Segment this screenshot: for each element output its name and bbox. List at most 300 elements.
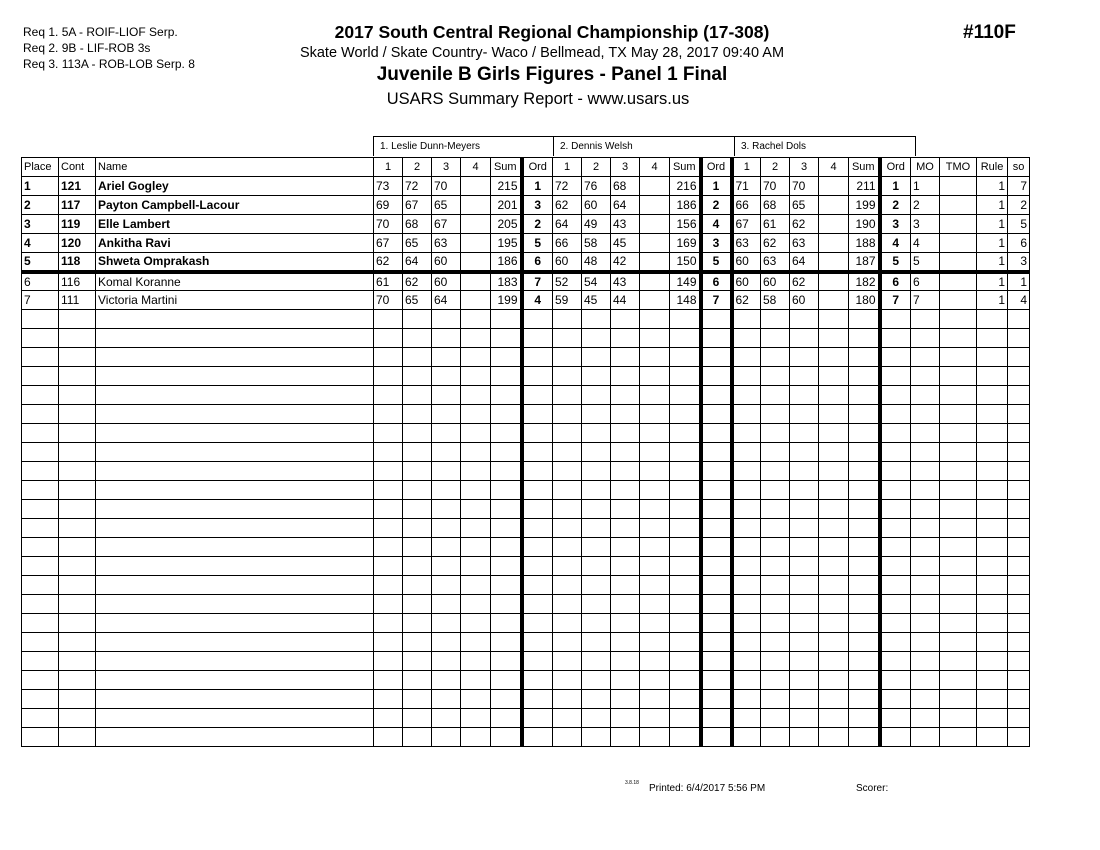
judge-3-score-4 (819, 310, 849, 329)
judge-2-sum (670, 500, 701, 519)
so-cell (1008, 728, 1030, 747)
contestant-number-cell (59, 329, 96, 348)
judge-2-sum: 216 (670, 177, 701, 196)
judge-1-score-2: 67 (403, 196, 432, 215)
judge-2-sum (670, 443, 701, 462)
judge-3-sum (849, 595, 880, 614)
judge-2-score-3 (611, 557, 640, 576)
judge-1-score-2 (403, 405, 432, 424)
judge-2-ordinal (701, 595, 732, 614)
judge-1-score-2: 62 (403, 272, 432, 291)
judge-2-score-4 (640, 481, 670, 500)
judge-1-ordinal: 7 (522, 272, 553, 291)
judge-3-ordinal (880, 690, 911, 709)
judge-3-score-4 (819, 424, 849, 443)
place-cell (22, 386, 59, 405)
judge-3-score-1: 60 (732, 253, 761, 272)
place-cell (22, 500, 59, 519)
judge-1-score-3: 65 (432, 196, 461, 215)
col-j1-ord: Ord (522, 158, 553, 177)
judge-1-score-4 (461, 671, 491, 690)
skater-name-cell: Victoria Martini (96, 291, 374, 310)
judge-3-sum: 199 (849, 196, 880, 215)
skater-name-cell (96, 500, 374, 519)
judge-2-ordinal (701, 443, 732, 462)
judge-2-score-2 (582, 576, 611, 595)
judge-3-ordinal (880, 614, 911, 633)
judge-2-sum (670, 557, 701, 576)
contestant-number-cell (59, 728, 96, 747)
judge-3-score-3 (790, 576, 819, 595)
judge-2-sum (670, 614, 701, 633)
judge-2-score-4 (640, 557, 670, 576)
empty-row (22, 519, 1030, 538)
place-cell: 4 (22, 234, 59, 253)
judge-2-header: 2. Dennis Welsh (553, 136, 735, 156)
judge-3-score-1 (732, 329, 761, 348)
majority-ordinal-cell (911, 652, 940, 671)
judge-1-ordinal: 1 (522, 177, 553, 196)
judge-1-score-4 (461, 272, 491, 291)
judge-1-ordinal (522, 557, 553, 576)
judge-3-score-2 (761, 500, 790, 519)
judge-3-sum (849, 728, 880, 747)
place-cell (22, 348, 59, 367)
majority-ordinal-cell (911, 633, 940, 652)
rule-cell: 1 (977, 253, 1008, 272)
judge-1-score-1 (374, 576, 403, 595)
judge-2-score-1 (553, 310, 582, 329)
judge-2-ordinal (701, 633, 732, 652)
judge-3-score-1 (732, 538, 761, 557)
contestant-number-cell (59, 538, 96, 557)
judge-2-score-2 (582, 310, 611, 329)
judge-3-score-2 (761, 595, 790, 614)
judge-2-score-4 (640, 196, 670, 215)
judge-1-score-1 (374, 709, 403, 728)
judge-1-score-2 (403, 709, 432, 728)
judge-3-ordinal (880, 405, 911, 424)
judge-2-score-3: 42 (611, 253, 640, 272)
empty-row (22, 595, 1030, 614)
judge-2-score-3 (611, 386, 640, 405)
judge-2-score-1: 64 (553, 215, 582, 234)
judge-1-score-1 (374, 671, 403, 690)
place-cell (22, 709, 59, 728)
so-cell: 2 (1008, 196, 1030, 215)
judge-3-score-4 (819, 481, 849, 500)
judge-1-sum (491, 652, 522, 671)
judge-2-score-2 (582, 386, 611, 405)
judge-1-score-4 (461, 500, 491, 519)
judge-1-score-1: 73 (374, 177, 403, 196)
judge-3-sum (849, 367, 880, 386)
judge-3-score-3 (790, 519, 819, 538)
col-j1-2: 2 (403, 158, 432, 177)
judge-1-score-2 (403, 500, 432, 519)
contestant-number-cell (59, 614, 96, 633)
judge-3-score-1: 62 (732, 291, 761, 310)
judge-2-score-4 (640, 652, 670, 671)
judge-3-score-1 (732, 709, 761, 728)
judge-1-score-3 (432, 405, 461, 424)
contestant-number-cell (59, 367, 96, 386)
rule-cell (977, 595, 1008, 614)
judge-2-score-2 (582, 424, 611, 443)
judge-1-score-4 (461, 253, 491, 272)
judge-2-score-2 (582, 481, 611, 500)
judge-2-ordinal (701, 481, 732, 500)
col-j3-sum: Sum (849, 158, 880, 177)
skater-name-cell: Shweta Omprakash (96, 253, 374, 272)
championship-title: 2017 South Central Regional Championship (17-308) (334, 22, 770, 42)
judge-3-score-3 (790, 671, 819, 690)
judge-3-ordinal (880, 728, 911, 747)
total-mo-cell (940, 272, 977, 291)
col-j2-2: 2 (582, 158, 611, 177)
judge-1-score-1 (374, 405, 403, 424)
contestant-number-cell (59, 386, 96, 405)
rule-cell (977, 386, 1008, 405)
judge-2-score-3: 64 (611, 196, 640, 215)
judge-3-score-4 (819, 177, 849, 196)
judge-2-score-2: 45 (582, 291, 611, 310)
empty-row (22, 405, 1030, 424)
judge-2-score-1 (553, 671, 582, 690)
rule-cell (977, 652, 1008, 671)
judge-1-ordinal: 6 (522, 253, 553, 272)
judge-2-sum (670, 690, 701, 709)
so-cell (1008, 367, 1030, 386)
judge-3-score-3 (790, 614, 819, 633)
judge-1-ordinal (522, 481, 553, 500)
contestant-number-cell (59, 481, 96, 500)
skater-name-cell (96, 462, 374, 481)
judge-1-sum (491, 538, 522, 557)
judge-3-score-1 (732, 671, 761, 690)
majority-ordinal-cell (911, 481, 940, 500)
so-cell (1008, 329, 1030, 348)
judge-2-ordinal (701, 576, 732, 595)
judge-2-score-3: 68 (611, 177, 640, 196)
place-cell: 6 (22, 272, 59, 291)
majority-ordinal-cell: 4 (911, 234, 940, 253)
contestant-number-cell (59, 310, 96, 329)
rule-cell (977, 405, 1008, 424)
judge-2-score-3 (611, 538, 640, 557)
majority-ordinal-cell (911, 500, 940, 519)
judge-3-ordinal (880, 367, 911, 386)
judge-3-sum (849, 348, 880, 367)
judge-3-score-2 (761, 424, 790, 443)
judge-1-score-3 (432, 595, 461, 614)
place-cell (22, 424, 59, 443)
skater-name-cell (96, 652, 374, 671)
judge-1-ordinal (522, 595, 553, 614)
so-cell: 4 (1008, 291, 1030, 310)
contestant-number-cell (59, 462, 96, 481)
judge-2-score-2: 58 (582, 234, 611, 253)
judge-1-sum (491, 500, 522, 519)
judge-2-sum: 156 (670, 215, 701, 234)
judge-1-sum (491, 424, 522, 443)
judge-3-sum (849, 576, 880, 595)
judge-2-sum (670, 652, 701, 671)
contestant-number-cell (59, 443, 96, 462)
majority-ordinal-cell (911, 329, 940, 348)
judge-2-sum (670, 367, 701, 386)
judge-2-ordinal (701, 614, 732, 633)
judge-1-score-2 (403, 462, 432, 481)
judge-3-sum (849, 633, 880, 652)
total-mo-cell (940, 196, 977, 215)
col-name: Name (96, 158, 374, 177)
judge-1-sum: 186 (491, 253, 522, 272)
judge-3-score-2 (761, 348, 790, 367)
majority-ordinal-cell (911, 386, 940, 405)
majority-ordinal-cell (911, 424, 940, 443)
judge-1-ordinal (522, 386, 553, 405)
empty-row (22, 462, 1030, 481)
judge-1-score-4 (461, 576, 491, 595)
judge-1-score-2 (403, 329, 432, 348)
requirement-1: Req 1. 5A - ROIF-LIOF Serp. (23, 25, 178, 39)
judge-3-score-3: 64 (790, 253, 819, 272)
judge-2-score-2 (582, 709, 611, 728)
judge-1-score-2 (403, 671, 432, 690)
judge-1-score-3 (432, 481, 461, 500)
majority-ordinal-cell (911, 310, 940, 329)
judge-2-sum (670, 348, 701, 367)
judge-2-score-1: 72 (553, 177, 582, 196)
judge-1-score-2 (403, 386, 432, 405)
judge-2-score-2 (582, 633, 611, 652)
judge-3-score-2 (761, 557, 790, 576)
judge-2-score-1 (553, 424, 582, 443)
contestant-number-cell (59, 576, 96, 595)
judge-1-score-3 (432, 386, 461, 405)
empty-row (22, 614, 1030, 633)
rule-cell (977, 557, 1008, 576)
rule-cell (977, 310, 1008, 329)
rule-cell: 1 (977, 291, 1008, 310)
judge-2-sum: 150 (670, 253, 701, 272)
judge-3-score-1 (732, 310, 761, 329)
judge-2-ordinal (701, 310, 732, 329)
col-j2-3: 3 (611, 158, 640, 177)
judge-3-score-4 (819, 291, 849, 310)
judge-2-score-1 (553, 481, 582, 500)
skater-name-cell (96, 329, 374, 348)
judge-1-ordinal (522, 728, 553, 747)
judge-2-sum (670, 481, 701, 500)
judge-1-score-2 (403, 348, 432, 367)
judge-1-ordinal (522, 652, 553, 671)
judge-3-score-3: 63 (790, 234, 819, 253)
judge-2-sum (670, 386, 701, 405)
judge-3-score-3 (790, 595, 819, 614)
so-cell (1008, 386, 1030, 405)
judge-2-score-3 (611, 443, 640, 462)
judge-1-ordinal (522, 614, 553, 633)
rule-cell: 1 (977, 234, 1008, 253)
judge-2-sum (670, 709, 701, 728)
skater-name-cell: Ankitha Ravi (96, 234, 374, 253)
judge-3-score-3 (790, 538, 819, 557)
judge-3-sum (849, 481, 880, 500)
software-version: 3.8.18 (625, 780, 639, 786)
judge-3-score-1 (732, 443, 761, 462)
judge-2-sum: 149 (670, 272, 701, 291)
empty-row (22, 424, 1030, 443)
judge-3-ordinal: 4 (880, 234, 911, 253)
rule-cell: 1 (977, 272, 1008, 291)
total-mo-cell (940, 671, 977, 690)
judge-1-score-1: 70 (374, 291, 403, 310)
judge-1-score-4 (461, 652, 491, 671)
judge-2-score-3 (611, 348, 640, 367)
place-cell (22, 671, 59, 690)
judge-3-sum: 190 (849, 215, 880, 234)
majority-ordinal-cell (911, 519, 940, 538)
judge-3-score-4 (819, 709, 849, 728)
col-j2-sum: Sum (670, 158, 701, 177)
judge-1-score-1 (374, 329, 403, 348)
judge-3-score-3 (790, 348, 819, 367)
judge-1-score-4 (461, 234, 491, 253)
judge-1-ordinal (522, 671, 553, 690)
skater-name-cell (96, 424, 374, 443)
judge-1-header: 1. Leslie Dunn-Meyers (373, 136, 554, 156)
so-cell (1008, 462, 1030, 481)
judge-3-sum: 188 (849, 234, 880, 253)
judge-3-score-1 (732, 595, 761, 614)
so-cell (1008, 633, 1030, 652)
judge-3-sum (849, 519, 880, 538)
judge-3-sum (849, 462, 880, 481)
judge-1-sum (491, 595, 522, 614)
total-mo-cell (940, 424, 977, 443)
judge-1-score-3 (432, 671, 461, 690)
judge-2-score-1 (553, 348, 582, 367)
result-row (22, 272, 1030, 291)
judge-1-score-3: 70 (432, 177, 461, 196)
col-mo: MO (911, 158, 940, 177)
judge-1-score-3 (432, 462, 461, 481)
skater-name-cell (96, 709, 374, 728)
judge-2-score-4 (640, 386, 670, 405)
majority-ordinal-cell (911, 443, 940, 462)
judge-1-score-4 (461, 443, 491, 462)
event-title: Juvenile B Girls Figures - Panel 1 Final (376, 64, 728, 85)
judge-1-score-4 (461, 196, 491, 215)
judge-3-ordinal (880, 671, 911, 690)
so-cell (1008, 671, 1030, 690)
judge-2-score-3 (611, 576, 640, 595)
total-mo-cell (940, 234, 977, 253)
judge-2-score-1: 59 (553, 291, 582, 310)
so-cell (1008, 500, 1030, 519)
majority-ordinal-cell (911, 348, 940, 367)
skater-name-cell (96, 576, 374, 595)
col-j2-ord: Ord (701, 158, 732, 177)
judge-3-score-3 (790, 481, 819, 500)
judge-3-ordinal: 1 (880, 177, 911, 196)
judge-1-ordinal: 4 (522, 291, 553, 310)
judge-2-sum (670, 462, 701, 481)
judge-1-score-2 (403, 424, 432, 443)
printed-timestamp: Printed: 6/4/2017 5:56 PM (649, 783, 766, 794)
majority-ordinal-cell: 5 (911, 253, 940, 272)
judge-2-score-2 (582, 462, 611, 481)
judge-2-score-4 (640, 728, 670, 747)
col-j3-4: 4 (819, 158, 849, 177)
judge-3-ordinal (880, 538, 911, 557)
judge-3-score-3 (790, 424, 819, 443)
judge-1-score-3 (432, 728, 461, 747)
judge-2-score-2 (582, 405, 611, 424)
judge-2-ordinal: 1 (701, 177, 732, 196)
judge-3-score-2 (761, 709, 790, 728)
judge-2-ordinal (701, 386, 732, 405)
total-mo-cell (940, 291, 977, 310)
so-cell (1008, 538, 1030, 557)
majority-ordinal-cell (911, 576, 940, 595)
so-cell (1008, 614, 1030, 633)
judge-1-sum (491, 405, 522, 424)
judge-1-sum (491, 728, 522, 747)
judge-3-score-3 (790, 709, 819, 728)
judge-2-score-1 (553, 519, 582, 538)
judge-3-score-4 (819, 538, 849, 557)
judge-2-ordinal (701, 500, 732, 519)
judge-3-score-3 (790, 405, 819, 424)
judge-3-score-2 (761, 576, 790, 595)
total-mo-cell (940, 652, 977, 671)
place-cell (22, 728, 59, 747)
contestant-number-cell (59, 500, 96, 519)
judge-2-score-3 (611, 329, 640, 348)
judge-3-score-4 (819, 386, 849, 405)
judge-1-sum: 215 (491, 177, 522, 196)
empty-row (22, 310, 1030, 329)
judge-3-score-4 (819, 253, 849, 272)
contestant-number-cell: 119 (59, 215, 96, 234)
judge-3-ordinal: 7 (880, 291, 911, 310)
judge-2-sum (670, 595, 701, 614)
so-cell (1008, 595, 1030, 614)
judge-3-score-3: 65 (790, 196, 819, 215)
judge-3-score-3 (790, 443, 819, 462)
judge-3-score-3 (790, 633, 819, 652)
judge-3-header: 3. Rachel Dols (734, 136, 916, 156)
judge-1-score-1: 70 (374, 215, 403, 234)
result-row (22, 291, 1030, 310)
judge-2-sum (670, 576, 701, 595)
judge-2-sum: 186 (670, 196, 701, 215)
judge-3-score-2 (761, 405, 790, 424)
place-cell: 3 (22, 215, 59, 234)
judge-1-score-2 (403, 310, 432, 329)
judge-2-score-3 (611, 310, 640, 329)
judge-3-score-4 (819, 405, 849, 424)
rule-cell (977, 709, 1008, 728)
contestant-number-cell: 120 (59, 234, 96, 253)
judge-1-score-1 (374, 538, 403, 557)
judge-1-score-3 (432, 443, 461, 462)
so-cell (1008, 443, 1030, 462)
so-cell (1008, 348, 1030, 367)
